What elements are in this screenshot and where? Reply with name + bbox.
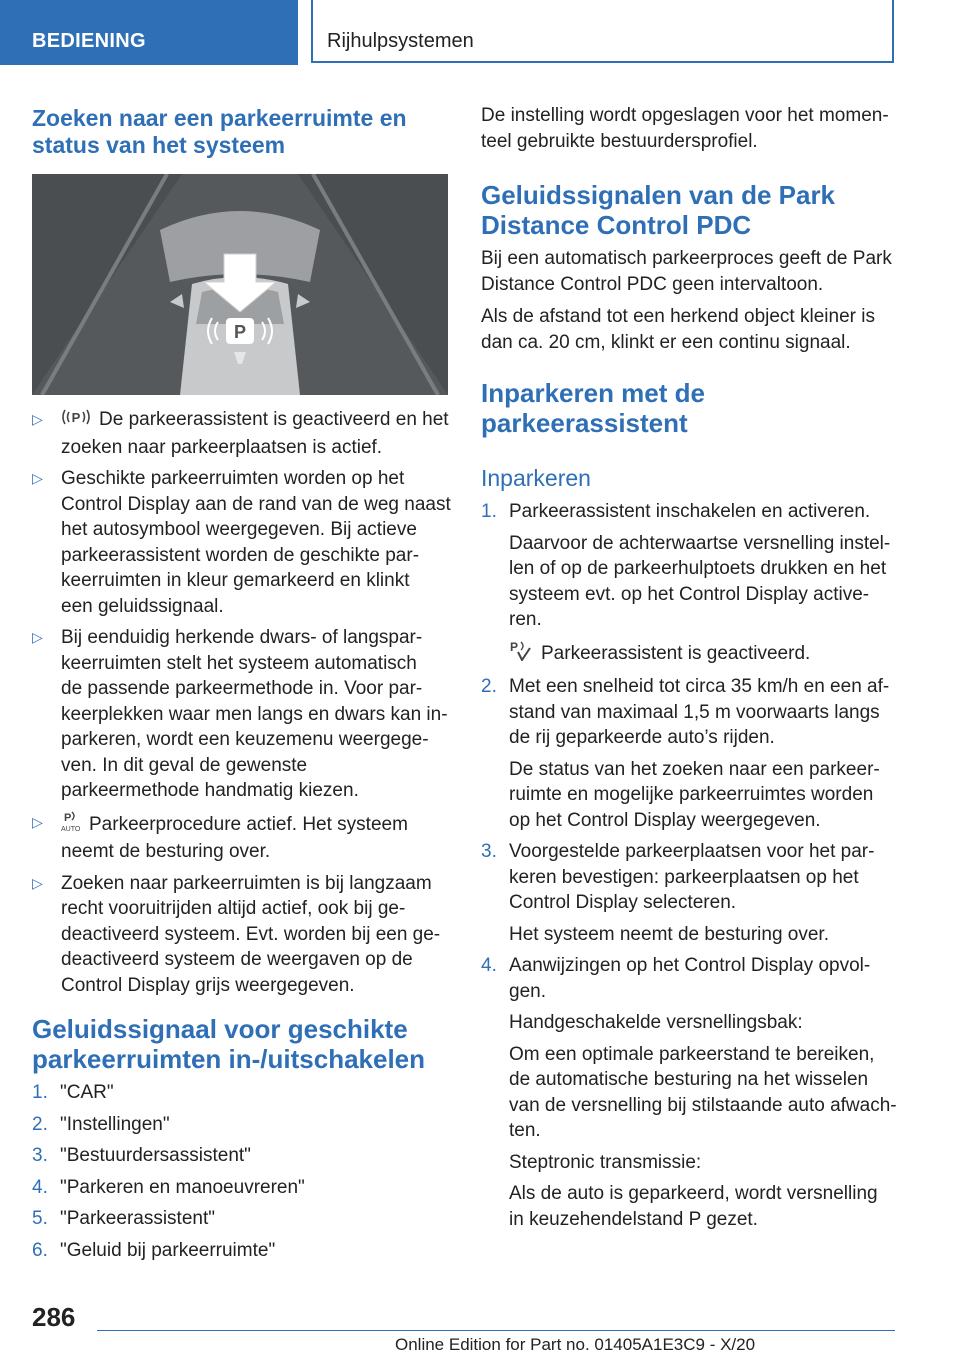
list-item (32, 407, 452, 460)
menu-steps-list (32, 1080, 452, 1269)
step-text: "Bestuurdersassistent" (60, 1145, 251, 1166)
footer-divider (97, 1330, 895, 1331)
header-chapter-box (311, 0, 894, 63)
parking-steps (481, 499, 901, 1232)
list-item (32, 625, 452, 804)
line: keerruimten stelt het systeem automatisch (61, 652, 417, 674)
line: Om een optimale parkeerstand te bereiken, (509, 1043, 875, 1065)
list-item (32, 810, 452, 865)
list-item (32, 1206, 452, 1232)
intro-paragraph (481, 103, 901, 154)
bullet-list (32, 407, 452, 998)
triangle-bullet-icon: ▷ (32, 470, 43, 486)
step-detail (481, 1042, 901, 1144)
step-text: "Parkeerassistent" (60, 1208, 215, 1229)
pdc-paragraph-2 (481, 304, 901, 355)
step-text: "Parkeren en manoeuvreren" (60, 1176, 305, 1198)
line: Control Display grijs weergegeven. (61, 974, 355, 996)
line: ruimte en mogelijke parkeerruimtes worden (509, 784, 874, 805)
heading-pdc-signals (481, 180, 901, 240)
heading-line: Geluidssignalen van de Park (481, 180, 836, 210)
line: parkeerassistent worden de geschikte par- (61, 544, 420, 566)
line: Parkeerassistent is geactiveerd. (541, 642, 811, 664)
list-item (32, 871, 452, 999)
step-detail (481, 531, 901, 633)
line: Als de afstand tot een herkend object kleiner is (481, 306, 875, 327)
parking-illustration (32, 174, 448, 395)
line: recht vooruitrijden altijd actief, ook bij ge- (61, 898, 406, 919)
heading-line: Geluidssignaal voor geschikte (32, 1014, 408, 1044)
line: Geschikte parkeerruimten worden op het (61, 468, 405, 489)
list-item (32, 1175, 452, 1201)
list-item (32, 1143, 452, 1169)
step-number: 4. (32, 1176, 48, 1198)
step-number: 3. (32, 1145, 48, 1166)
list-item (481, 953, 901, 1004)
header-section-tab (0, 0, 298, 65)
line: ren. (509, 609, 542, 630)
step-icon-line (481, 639, 901, 669)
heading-line: parkeerruimten in-/uitschakelen (32, 1044, 426, 1074)
step-number: 1. (32, 1082, 48, 1103)
line: op het Control Display weergegeven. (509, 809, 821, 831)
step-text: "Instellingen" (60, 1113, 170, 1135)
triangle-bullet-icon: ▷ (32, 813, 43, 830)
header-section: BEDIENING (32, 30, 146, 52)
line: parkeren, wordt een keuzemenu weergege- (61, 729, 429, 750)
triangle-bullet-icon: ▷ (32, 411, 43, 427)
list-item (32, 1112, 452, 1138)
line: Aanwijzingen op het Control Display opvol- (509, 955, 871, 976)
step-number: 2. (481, 676, 497, 697)
triangle-bullet-icon: ▷ (32, 874, 43, 891)
line: parkeermethode handmatig kiezen. (61, 780, 359, 801)
line: van de versnelling bij stilstaande auto afwach- (509, 1094, 897, 1116)
line: deactiveerd systeem de weergaven op de (61, 949, 413, 970)
line: zoeken naar parkeerplaatsen is actief. (61, 436, 383, 458)
park-assist-icon (509, 639, 533, 669)
line: Distance Control PDC geen intervaltoon. (481, 273, 824, 295)
heading-sound-signal (32, 1014, 462, 1074)
heading-line: Distance Control PDC (481, 210, 752, 240)
line: in keuzehendelstand P gezet. (509, 1208, 758, 1230)
heading-search-status (32, 105, 452, 159)
line: Zoeken naar parkeerruimten is bij langzaam (61, 872, 432, 894)
line: Daarvoor de achterwaartse versnelling instel- (509, 532, 891, 554)
line: stand van maximaal 1,5 m voorwaarts langs (509, 701, 880, 723)
line: Parkeerprocedure actief. Het systeem (89, 813, 408, 835)
line: De status van het zoeken naar een parkeer- (509, 758, 880, 780)
line: Control Display aan de rand van de weg naast (61, 493, 451, 515)
line: De instelling wordt opgeslagen voor het momen- (481, 105, 889, 126)
step-number: 5. (32, 1208, 48, 1229)
header-chapter: Rijhulpsystemen (327, 30, 474, 52)
heading-line: parkeerassistent (481, 408, 688, 438)
step-text: Parkeerassistent inschakelen en activeren. (509, 501, 871, 522)
heading-line: status van het systeem (32, 132, 286, 158)
step-detail (481, 1010, 901, 1036)
line: keerplekken waar men langs en dwars kan in- (61, 703, 448, 725)
line: een geluidssignaal. (61, 595, 224, 617)
list-item (32, 466, 452, 619)
heading-line: Inparkeren met de (481, 378, 705, 408)
list-item (32, 1080, 452, 1106)
list-item (32, 1238, 452, 1264)
heading-park-with-assistant (481, 378, 901, 438)
parking-assistant-figure (32, 174, 448, 395)
line: Control Display selecteren. (509, 892, 737, 913)
step-detail (481, 1181, 901, 1232)
line: de passende parkeermethode in. Voor par- (61, 678, 423, 699)
footer-edition: Online Edition for Part no. 01405A1E3C9 - X/20 (395, 1335, 756, 1354)
line: keerruimten in kleur gemarkeerd en klinkt (61, 570, 410, 591)
line: dan ca. 20 cm, klinkt er een continu signaal. (481, 331, 851, 353)
step-number: 4. (481, 955, 497, 976)
step-text: "CAR" (60, 1082, 114, 1103)
list-item (481, 674, 901, 751)
line: Steptronic transmissie: (509, 1151, 702, 1173)
list-item (481, 499, 901, 525)
step-number: 1. (481, 501, 497, 522)
list-item (481, 839, 901, 916)
line: gen. (509, 980, 546, 1002)
line: Handgeschakelde versnellingsbak: (509, 1012, 803, 1033)
line: de rij geparkeerde auto’s rijden. (509, 727, 775, 748)
line: Voorgestelde parkeerplaatsen voor het par- (509, 841, 875, 862)
svg-text:P: P (233, 322, 247, 342)
line: deactiveerd systeem. Evt. worden bij een ge- (61, 923, 441, 945)
line: Bij een automatisch parkeerproces geeft de Park (481, 248, 892, 269)
line: ten. (509, 1120, 541, 1141)
triangle-bullet-icon: ▷ (32, 629, 43, 645)
line: ven. In dit geval de gewenste (61, 754, 308, 776)
pdc-paragraph-1 (481, 246, 901, 297)
step-number: 6. (32, 1239, 48, 1261)
park-assist-sound-icon (61, 407, 91, 435)
line: teel gebruikte bestuurdersprofiel. (481, 130, 758, 152)
step-text: "Geluid bij parkeerruimte" (60, 1239, 276, 1261)
step-detail (481, 757, 901, 834)
line: het autosymbool weergegeven. Bij actieve (61, 519, 417, 540)
svg-text:P: P (510, 639, 519, 654)
step-detail (481, 1150, 901, 1176)
step-number: 3. (481, 841, 497, 862)
line: keren bevestigen: parkeerplaatsen op het (509, 866, 859, 888)
line: Bij eenduidig herkende dwars- of langspar- (61, 627, 423, 648)
heading-line: Zoeken naar een parkeerruimte en (32, 105, 407, 131)
line: Als de auto is geparkeerd, wordt versnelling (509, 1183, 878, 1204)
line: De parkeerassistent is geactiveerd en het (99, 409, 449, 430)
line: systeem evt. op het Control Display active- (509, 583, 870, 605)
line: len of op de parkeerhulptoets drukken en het (509, 558, 887, 579)
step-detail (481, 922, 901, 948)
line: de automatische besturing na het wisselen (509, 1069, 869, 1090)
svg-text:AUTO: AUTO (61, 825, 81, 832)
svg-text:P: P (71, 410, 81, 425)
subheading-inparkeren: Inparkeren (481, 465, 591, 491)
line: neemt de besturing over. (61, 841, 271, 862)
line: Het systeem neemt de besturing over. (509, 923, 829, 945)
svg-text:P: P (64, 811, 72, 824)
line: Met een snelheid tot circa 35 km/h en een af- (509, 676, 890, 697)
park-auto-icon (61, 810, 81, 840)
step-number: 2. (32, 1113, 48, 1135)
page-number: 286 (32, 1302, 76, 1332)
